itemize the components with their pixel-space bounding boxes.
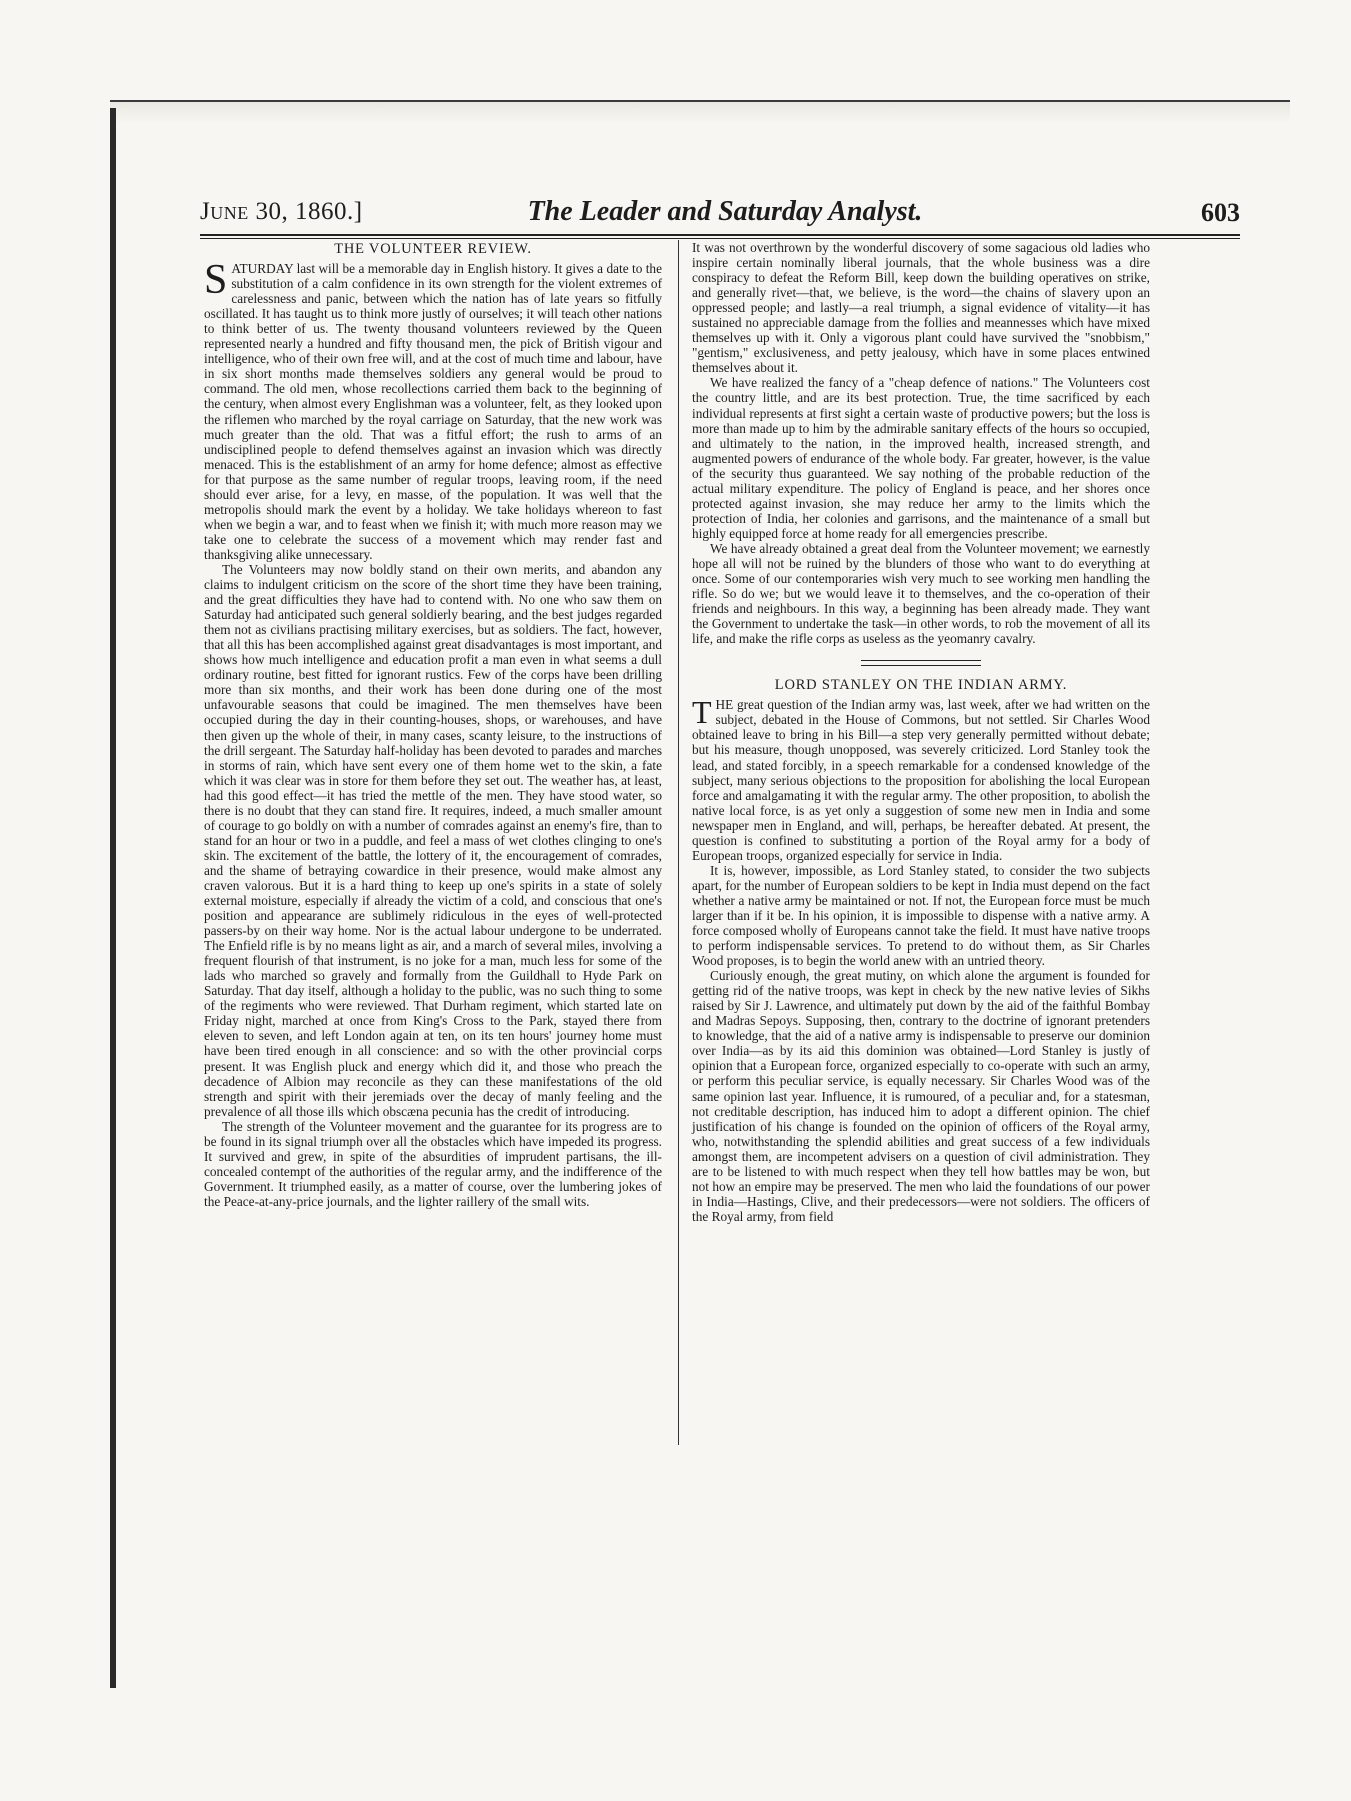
- masthead: [200, 196, 1250, 232]
- publication-title: The Leader and Saturday Analyst.: [527, 196, 923, 227]
- article-title-indian-army: LORD STANLEY ON THE INDIAN ARMY.: [774, 677, 1068, 694]
- article-paragraph: [204, 257, 662, 562]
- right-column: [692, 240, 1150, 1224]
- article-title-volunteer-review: THE VOLUNTEER REVIEW.: [334, 241, 532, 257]
- article-paragraph: [692, 694, 1150, 863]
- article-paragraph: We have already obtained a great deal from the Volunteer movement; we earnestly hope all will not be ruined by the blunders of those who want to do everything at once. Some of our contemporaries wish very much to see working men handling the rifle. So do we; but we would leave it to themselves, and the co-operation of their friends and neighbours. In this way, a beginning has been already made. They want the Government to undertake the task—in other words, to rob the movement of all its life, and make the rifle corps as useless as the yeomanry cavalry.: [692, 540, 1150, 647]
- article-paragraph: The Volunteers may now boldly stand on their own merits, and abandon any claims to indulgent criticism on the score of the short time they have been training, and the great difficulties they have had to contend with. No one who saw them on Saturday had anticipated such general soldierly bearing, and the best judges regarded them not as civilians practising military exercises, but as soldiers. The fact, however, that all this has been accomplished against great disadvantages is most important, and shows how much intelligence and education profit a man even in what seems a dull ordinary routine, best fitted for ignorant rustics. Few of the corps have been drilling more than six months, and their work has been done during one of the most unfavourable seasons that could be imagined. The men themselves have been occupied during the day in their counting-houses, shops, or warehouses, and have then given up the whole of their, in many cases, scanty leisure, to the instructions of the drill sergeant. The Saturday half-holiday has been devoted to parades and marches in storms of rain, which have sent every one of them home wet to the skin, a fate which it was clear was in store for them before they set out. The weather has, at least, had this good effect—it has tried the mettle of the men. They have stood water, so there is no doubt that they can stand fire. It requires, indeed, a much smaller amount of courage to go boldly on with a number of comrades against an enemy's fire, than to stand for an hour or two in a puddle, and feel a mass of wet clothes clinging to one's skin. The excitement of the battle, the lottery of it, the encouragement of comrades, and the shame of betraying cowardice in their presence, would make almost any craven valorous. But it is a hard thing to keep up one's spirits in a state of solely external moisture, especially if already the victim of a cold, and conscious that one's position and appearance are sublimely ridiculous in the eyes of well-protected passers-by on their way home. Nor is the actual labour undergone to be underrated. The Enfield rifle is by no means light as air, and a march of several miles, involving a frequent flourish of that instrument, is no joke for a man, much less for some of the lads who marched so gravely and formally from the Guildhall to Hyde Park on Saturday. That day itself, although a holiday to the public, was no such thing to some of the regiments who were reviewed. That Durham regiment, which started late on Friday night, marched at once from King's Cross to the Park, stayed there from eleven to seven, and left London again at ten, on its ten hours' journey home must have been tired enough in all conscience: and so with the other provincial corps present. It was English pluck and energy which did it, and those who preach the decadence of Albion may reconcile as they can these manifestations of the old strength and spirit with their jeremiads over the decay of manly feeling and the prevalence of all those ills which obscæna pecunia has the credit of introducing.: [204, 561, 662, 1119]
- paragraph-text: HE great question of the Indian army was, last week, after we had written on the subject, debated in the House of Commons, but not settled. Sir Charles Wood obtained leave to bring in his Bill—a step very generally permitted without debate; but his measure, though unopposed, was severely criticized. Lord Stanley took the lead, and stated forcibly, in a speech remarkable for a condensed knowledge of the subject, many serious objections to the proposition for abolishing the local European force and amalgamating it with the regular army. The other proposition, to abolish the native local force, is as yet only a suggestion of some new men in India and some newspaper men in England, and will, perhaps, be hereafter debated. At present, the question is confined to substituting a portion of the Royal army for a body of European troops, organized especially for service in India.: [692, 697, 1150, 863]
- article-paragraph: It is, however, impossible, as Lord Stanley stated, to consider the two subjects apart, for the number of European soldiers to be kept in India must depend on the fact whether a native army be maintained or not. If not, the European force must be much larger than if it be. In his opinion, it is impossible to dispense with a native army. A force composed wholly of Europeans cannot take the field. It must have native troops to perform indispensable services. To pretend to do without them, as Sir Charles Wood proposes, is to begin the world anew with an untried theory.: [692, 862, 1150, 969]
- left-column: [204, 240, 662, 1209]
- paragraph-text: ATURDAY last will be a memorable day in English history. It gives a date to the substitution of a calm confidence in its own strength for the violent extremes of carelessness and panic, between which the nation has of late years so fitfully oscillated. It has taught us to think more justly of ourselves; it will teach other nations to think better of us. The twenty thousand volunteers reviewed by the Queen represented nearly a hundred and fifty thousand men, the pick of British vigour and intelligence, who of their own free will, and at the cost of much time and labour, have in six short months made themselves soldiers any general would be proud to command. The old men, whose recollections carried them back to the beginning of the century, when almost every Englishman was a volunteer, felt, as they looked upon the riflemen who marched by the royal carriage on Saturday, that the new work was much greater than the old. That was a fitful effort; the rush to arms of an undisciplined people to defend themselves against an invasion which was directly menaced. This is the establishment of an army for home defence; almost as effective for that purpose as the same number of regular troops, leaving room, if the need should ever arise, for a levy, en masse, of the population. It was well that the metropolis should mark the event by a holiday. We take holidays whereon to fast when we begin a war, and to feast when we finish it; with much more reason may we take one to celebrate the success of a movement which may render fast and thanksgiving alike unnecessary.: [204, 261, 662, 562]
- binding-edge: [110, 108, 116, 1688]
- scan-top-edge: [110, 100, 1290, 124]
- column-divider: [678, 240, 679, 1445]
- section-separator: [861, 660, 981, 666]
- page-number: 603: [1201, 198, 1240, 227]
- drop-cap: S: [204, 257, 228, 304]
- article-paragraph: Curiously enough, the great mutiny, on which alone the argument is founded for getting rid of the native troops, was kept in check by the new native levies of Sikhs raised by Sir J. Lawrence, and ultimately put down by the aid of the faithful Bombay and Madras Sepoys. Supposing, then, contrary to the doctrine of ignorant pretenders to knowledge, that the aid of a native army is indispensable to preserve our dominion over India—as by its aid this dominion was obtained—Lord Stanley is justly of opinion that a European force, organized especially to co-operate with such an army, or perform this peculiar service, is equally necessary. Sir Charles Wood was of the same opinion last year. Influence, it is rumoured, of a peculiar and, for a statesman, not creditable description, has induced him to adopt a different opinion. The chief justification of his change is founded on the opinion of officers of the Royal army, who, notwithstanding the splendid abilities and great success of a few individuals amongst them, are incompetent advisers on a question of civil administration. They are to be listened to with much respect when they tell how battles may be won, but not how an empire may be preserved. The men who laid the foundations of our power in India—Hastings, Clive, and their predecessors—were not soldiers. The officers of the Royal army, from field: [692, 968, 1150, 1224]
- drop-cap: T: [692, 694, 712, 731]
- article-paragraph: We have realized the fancy of a "cheap defence of nations." The Volunteers cost the country little, and are its best protection. True, the time sacrificed by each individual represents at first sight a certain waste of productive powers; but the loss is more than made up to him by the admirable sanitary effects of the hours so occupied, and ultimately to the nation, in the improved health, increased strength, and augmented powers of endurance of the whole body. Far greater, however, is the value of the security thus guaranteed. We say nothing of the probable reduction of the actual military expenditure. The policy of England is peace, and her shores once protected against invasion, she may reduce her army to the limits which the protection of India, her colonies and garrisons, and the maintenance of a small but highly equipped force at home ready for all emergencies prescribe.: [692, 375, 1150, 541]
- issue-date: June 30, 1860.]: [200, 198, 363, 225]
- article-paragraph: The strength of the Volunteer movement and the guarantee for its progress are to be found in its signal triumph over all the obstacles which have impeded its progress. It survived and grew, in spite of the absurdities of imprudent partisans, the ill-concealed contempt of the authorities of the regular army, and the indifference of the Government. It triumphed easily, as a matter of course, over the lumbering jokes of the Peace-at-any-price journals, and the lighter raillery of the small wits.: [204, 1118, 662, 1209]
- header-rule: [200, 234, 1240, 239]
- article-paragraph: It was not overthrown by the wonderful discovery of some sagacious old ladies who inspire certain nominally liberal journals, that the whole business was a dire conspiracy to defeat the Reform Bill, keep down the building operatives on strike, and generally rivet—that, we believe, is the word—the chains of slavery upon an oppressed people; and lastly—a real triumph, a signal evidence of vitality—it has sustained no appreciable damage from the follies and meannesses which have mixed themselves up with it. Only a vigorous plant could have survived the "snobbism," "gentism," exclusiveness, and petty jealousy, which have in some places entwined themselves about it.: [692, 240, 1150, 376]
